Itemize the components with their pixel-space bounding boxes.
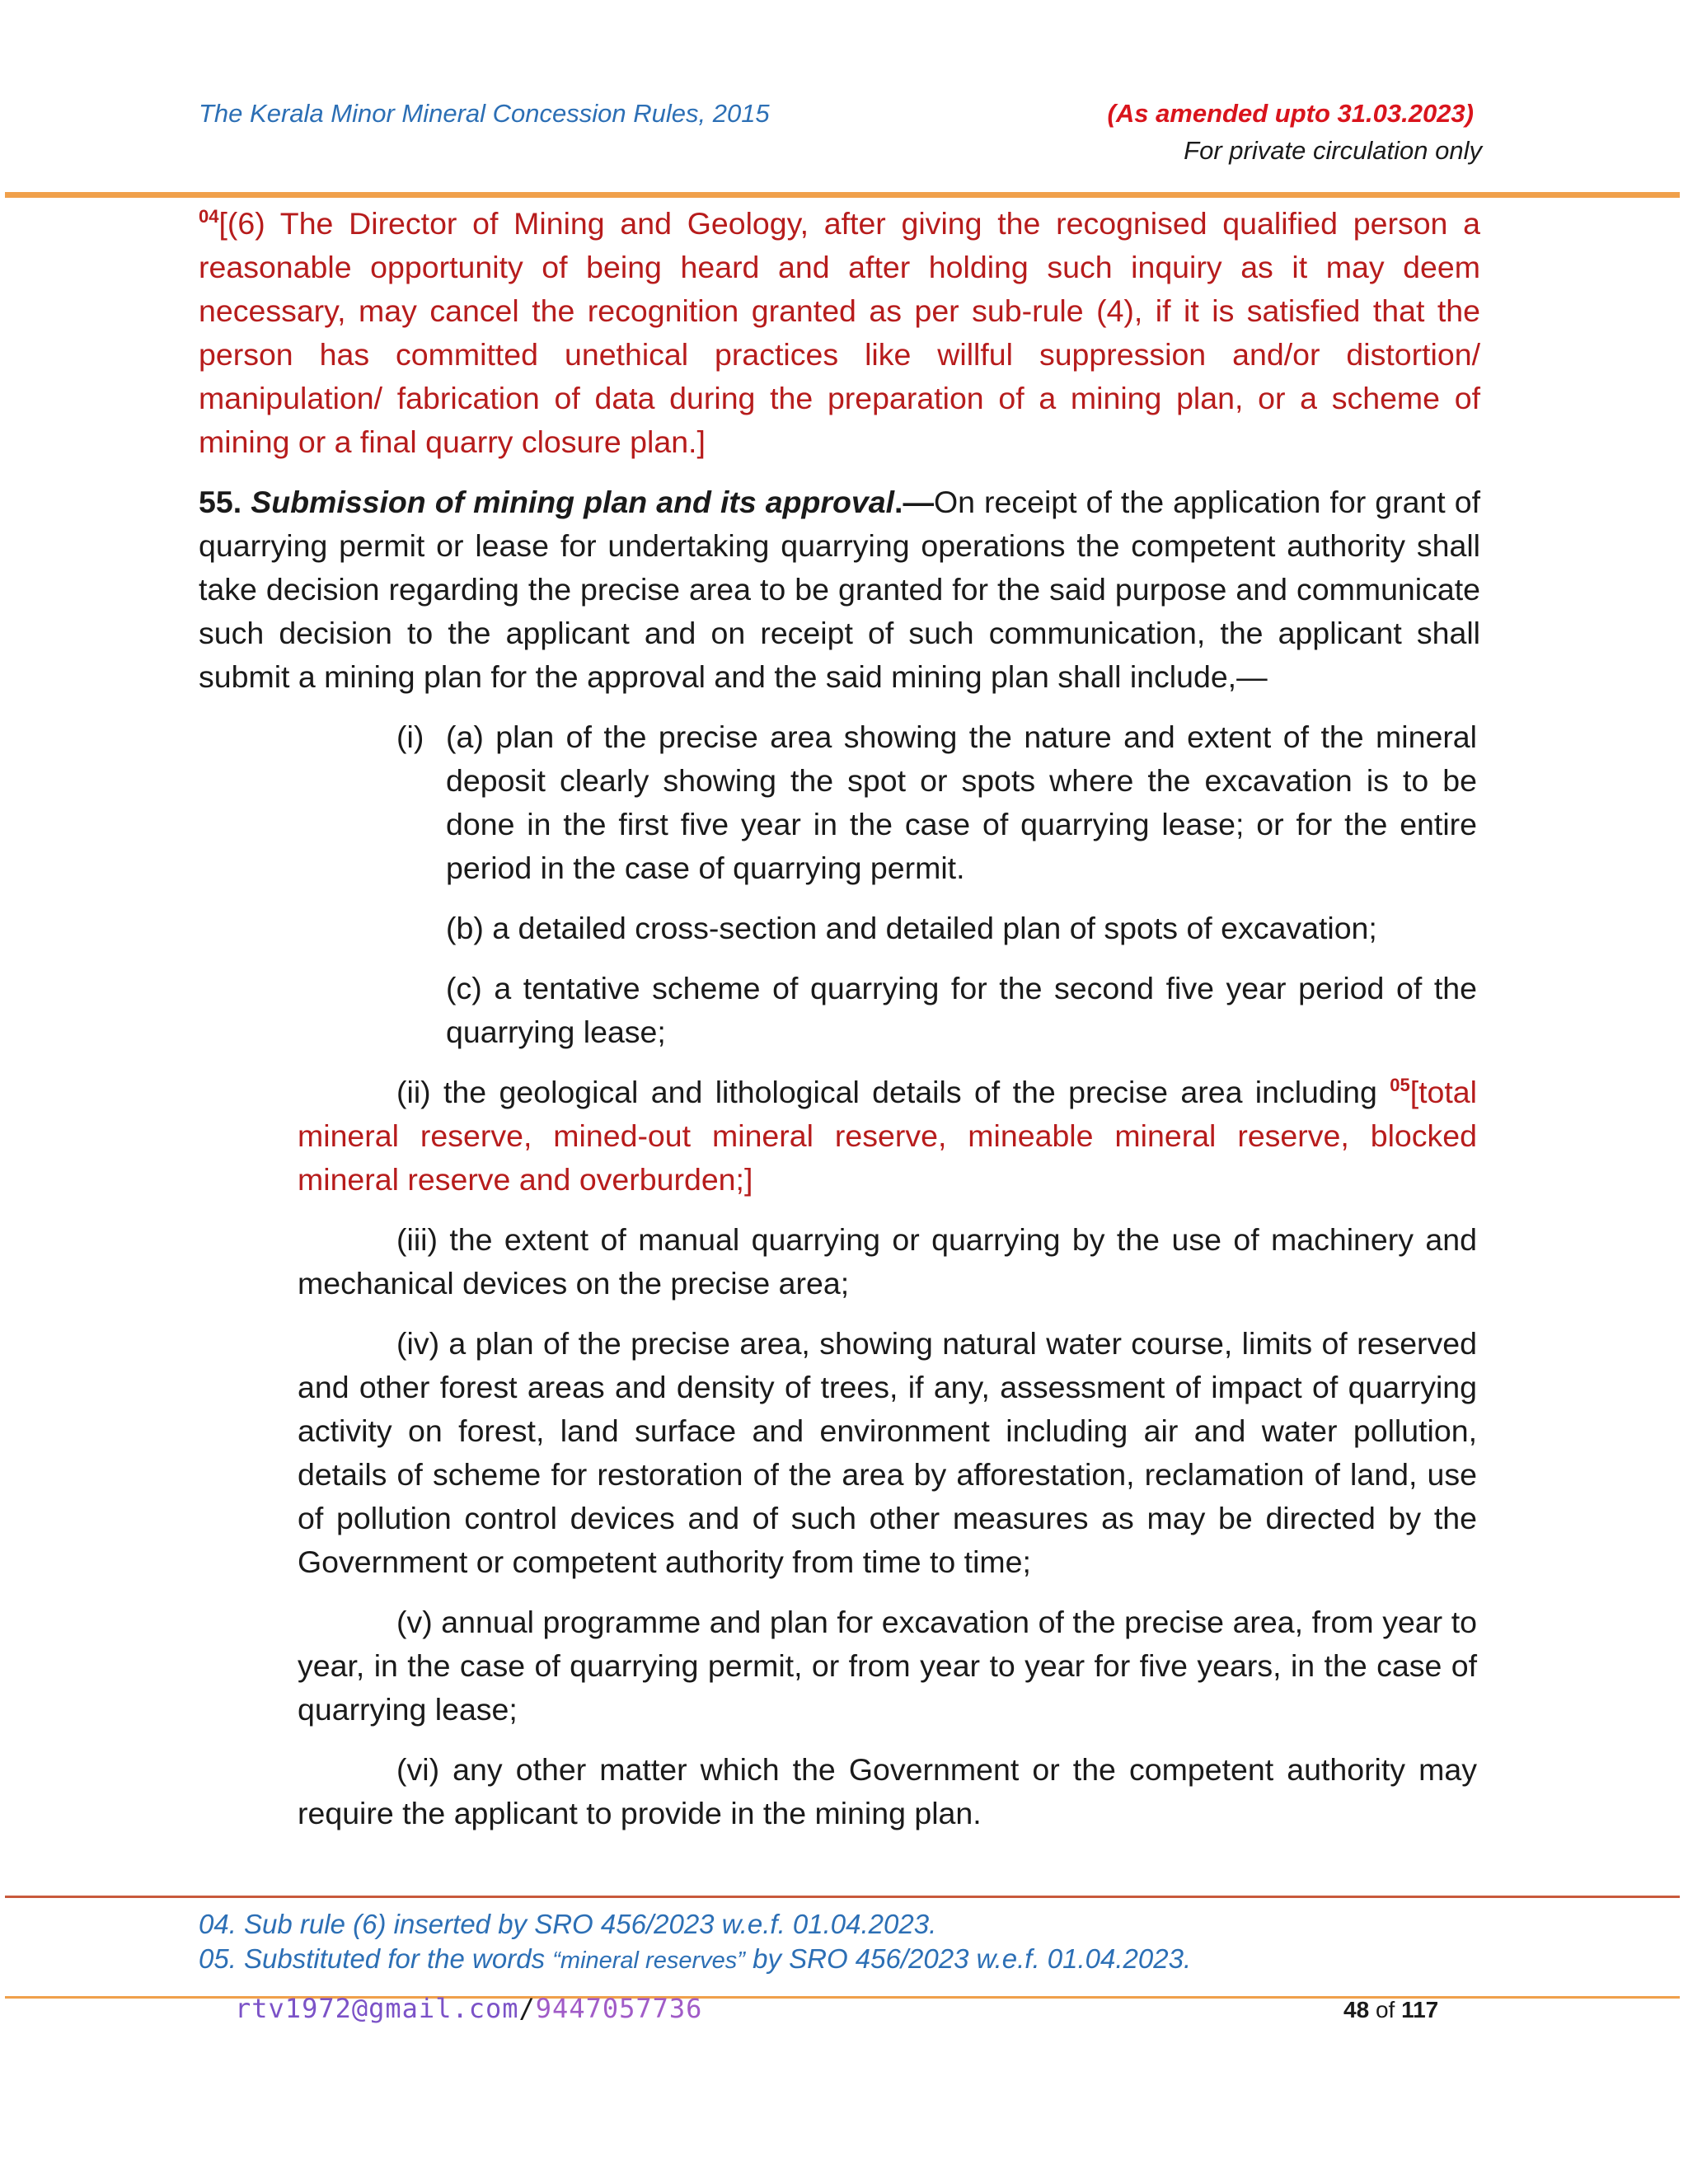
item-i-c: (c) a tentative scheme of quarrying for the second five year period of the quarrying lease; — [446, 971, 1477, 1049]
footnote-04: 04. Sub rule (6) inserted by SRO 456/2023 w.e.f. 01.04.2023. — [199, 1909, 937, 1939]
page-number: 48 of 117 — [1343, 1997, 1439, 2022]
item-ii: (ii) the geological and lithological details of the precise area including $^{05}$[total mineral reserve, mined-out mineral reserve, mineable mineral reserve, blocked mineral reserve and overburden;] — [298, 1075, 1477, 1197]
item-ii-amended-text: [total mineral reserve, mined-out mineral reserve, mineable mineral reserve, blocked mineral reserve and overburden;] — [298, 1075, 1477, 1197]
item-i-a: (i) (a) plan of the precise area showing the nature and extent of the mineral deposit clearly showing the spot or spots where the excavation is to be done in the first five year in the case of quarrying lease; or for the entire period in the case of quarrying permit. — [446, 715, 1477, 890]
contact-phone: 9447057736 — [535, 1993, 703, 2024]
item-iv: (iv) a plan of the precise area, showing natural water course, limits of reserved and other forest areas and density of trees, if any, assessment of impact of quarrying activity on forest, land surface and environment including air and water pollution, details of scheme for restoration of the area by afforestation, reclamation of land, use of pollution control devices and of such other measures as may be directed by the Government or competent authority from time to time; — [298, 1326, 1477, 1579]
sub-rule-6-text: [(6) The Director of Mining and Geology, after giving the recognised qualified person a reasonable opportunity of being heard and after holding such inquiry as it may deem necessary, may cancel the recognition granted as per sub-rule (4), if it is satisfied that the person has committed unethical practices like willful suppression and/or distortion/ manipulation/ fabrication of data during the preparation of a mining plan, or a scheme of mining or a final quarry closure plan.] — [199, 206, 1480, 459]
item-iii: (iii) the extent of manual quarrying or quarrying by the use of machinery and mechanical devices on the precise area; — [298, 1222, 1477, 1301]
sub-rule-6 — [199, 202, 1480, 464]
rule-55-number: 55. — [199, 485, 242, 519]
footnote-ref-04: 04 — [199, 206, 219, 227]
footnote-05: 05. Substituted for the words “mineral reserves” by SRO 456/2023 w.e.f. 01.04.2023. — [199, 1943, 1192, 1974]
contact-email: rtv1972@gmail.com — [235, 1993, 519, 2024]
header-divider — [5, 192, 1680, 198]
contact-info: rtv1972@gmail.com/9447057736 — [235, 1993, 703, 2024]
header-amendment-note: (As amended upto 31.03.2023) — [1107, 99, 1474, 128]
footnote-divider — [5, 1896, 1680, 1898]
page-body — [199, 202, 1480, 1835]
item-i-b: (b) a detailed cross-section and detailed plan of spots of excavation; — [446, 911, 1377, 945]
header-title: The Kerala Minor Mineral Concession Rules, 2015 — [199, 99, 770, 128]
footnote-ref-05: 05 — [1390, 1075, 1410, 1095]
item-v: (v) annual programme and plan for excavation of the precise area, from year to year, in the case of quarrying permit, or from year to year for five years, in the case of quarrying lease; — [298, 1605, 1477, 1727]
item-vi: (vi) any other matter which the Government or the competent authority may require the applicant to provide in the mining plan. — [298, 1752, 1477, 1830]
rule-55-heading: Submission of mining plan and its approval — [251, 485, 895, 519]
header-circulation-note: For private circulation only — [1184, 136, 1482, 165]
rule-55-dash: .— — [894, 485, 934, 519]
rule-55-text: On receipt of the application for grant of quarrying permit or lease for undertaking quarrying operations the competent authority shall take decision regarding the precise area to be granted for the said purpose and communicate such decision to the applicant and on receipt of such communication, the applicant shall submit a mining plan for the approval and the said mining plan shall include,— — [199, 485, 1481, 694]
item-i-tag: (i) — [396, 719, 424, 754]
rule-55 — [199, 480, 1480, 699]
